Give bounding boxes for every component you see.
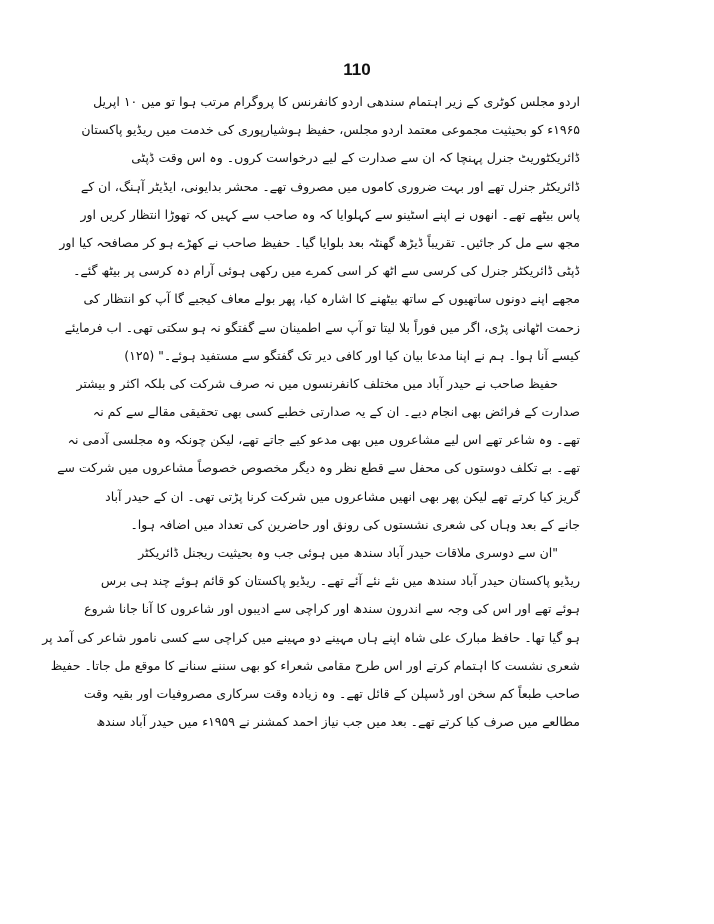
text-line: گریز کیا کرتے تھے لیکن پھر بھی انھیں مشاعروں میں شرکت کرنا پڑتی تھی۔ ان کے حیدر آباد [105, 488, 580, 504]
text-line: مجھے اپنے دونوں ساتھیوں کے ساتھ بیٹھنے کا اشارہ کیا، پھر بولے معاف کیجیے گا آپ کو انتظار کی [83, 291, 580, 307]
text-line: صدارت کے فرائض بھی انجام دیے۔ ان کے یہ صدارتی خطبے کسی بھی تحقیقی مقالے سے کم نہ [92, 404, 580, 420]
text-line: تھے۔ بے تکلف دوستوں کی محفل سے قطع نظر وہ دیگر مخصوص خصوصاً مشاعروں میں شرکت سے [57, 460, 580, 476]
text-line: کیسے آنا ہوا۔ ہم نے اپنا مدعا بیان کیا اور کافی دیر تک گفتگو سے مستفید ہوئے۔" (۱۲۵) [124, 347, 580, 363]
text-line: پاس بیٹھے تھے۔ انھوں نے اپنے اسٹینو سے کہلوایا کہ وہ صاحب سے کہیں کہ تھوڑا انتظار کریں اور [80, 206, 580, 222]
text-line: زحمت اٹھانی پڑی، اگر میں فوراً بلا لیتا تو آپ سے اطمینان سے گفتگو نہ ہو سکتی تھی۔ اب فرمایئے [64, 319, 580, 335]
text-line: حفیظ صاحب نے حیدر آباد میں مختلف کانفرنسوں میں نہ صرف شرکت کی بلکہ اکثر و بیشتر [76, 375, 558, 391]
text-line: صاحب طبعاً کم سخن اور ڈسپلن کے قائل تھے۔ وہ زیادہ وقت سرکاری مصروفیات اور بقیہ وقت [83, 685, 580, 701]
text-line: مطالعے میں صرف کیا کرتے تھے۔ بعد میں جب نیاز احمد کمشنر نے ۱۹۵۹ء میں حیدر آباد سندھ [96, 714, 580, 730]
text-line: ہوئے تھے اور اس کی وجہ سے اندرون سندھ اور کراچی سے ادیبوں اور شاعروں کا آنا جانا شروع [84, 601, 580, 617]
text-line: ریڈیو پاکستان حیدر آباد سندھ میں نئے نئے آئے تھے۔ ریڈیو پاکستان کو قائم ہوئے چند ہی برس [100, 573, 580, 589]
text-line: مجھ سے مل کر جائیں۔ تقریباً ڈیڑھ گھنٹہ بعد بلوایا گیا۔ حفیظ صاحب نے کھڑے ہو کر مصافحہ کیا اور [59, 234, 580, 250]
text-line: ۱۹۶۵ء کو بحیثیت مجموعی معتمد اردو مجلس، حفیظ ہوشیارپوری کی خدمت میں ریڈیو پاکستان [81, 122, 580, 138]
page-text [42, 88, 580, 736]
text-line: ڈائریکٹوریٹ جنرل پہنچا کہ ان سے صدارت کے لیے درخواست کروں۔ وہ اس وقت ڈپٹی [131, 150, 580, 166]
text-line: ہو گیا تھا۔ حافظ مبارک علی شاہ اپنے ہاں مہینے دو مہینے میں کراچی سے کسی نامور شاعر کی آمد پر [42, 629, 580, 645]
text-line: اردو مجلس کوٹری کے زیر اہتمام سندھی اردو کانفرنس کا پروگرام مرتب ہوا تو میں ۱۰ اپریل [93, 94, 580, 109]
text-line: ڈائریکٹر جنرل تھے اور بہت ضروری کاموں میں مصروف تھے۔ محشر بدایونی، ایڈیٹر آہنگ، ان کے [80, 178, 580, 194]
text-line: ڈپٹی ڈائریکٹر جنرل کی کرسی سے اٹھ کر اسی کمرے میں رکھی ہوئی آرام دہ کرسی پر بیٹھ گئے۔ [73, 263, 580, 279]
text-line: جانے کے بعد وہاں کی شعری نشستوں کی رونق اور حاضرین کی تعداد میں اضافہ ہوا۔ [130, 516, 580, 532]
text-line: "ان سے دوسری ملاقات حیدر آباد سندھ میں ہوئی جب وہ بحیثیت ریجنل ڈائریکٹر [138, 545, 558, 560]
text-line: تھے۔ وہ شاعر تھے اس لیے مشاعروں میں بھی مدعو کیے جاتے تھے، لیکن چونکہ وہ مجلسی آدمی نہ [67, 432, 580, 448]
page-number: 110 [343, 60, 371, 79]
text-line: شعری نشست کا اہتمام کرتے اور اس طرح مقامی شعراء کو بھی سننے سنانے کا موقع مل جاتا۔ حفیظ [50, 657, 580, 673]
